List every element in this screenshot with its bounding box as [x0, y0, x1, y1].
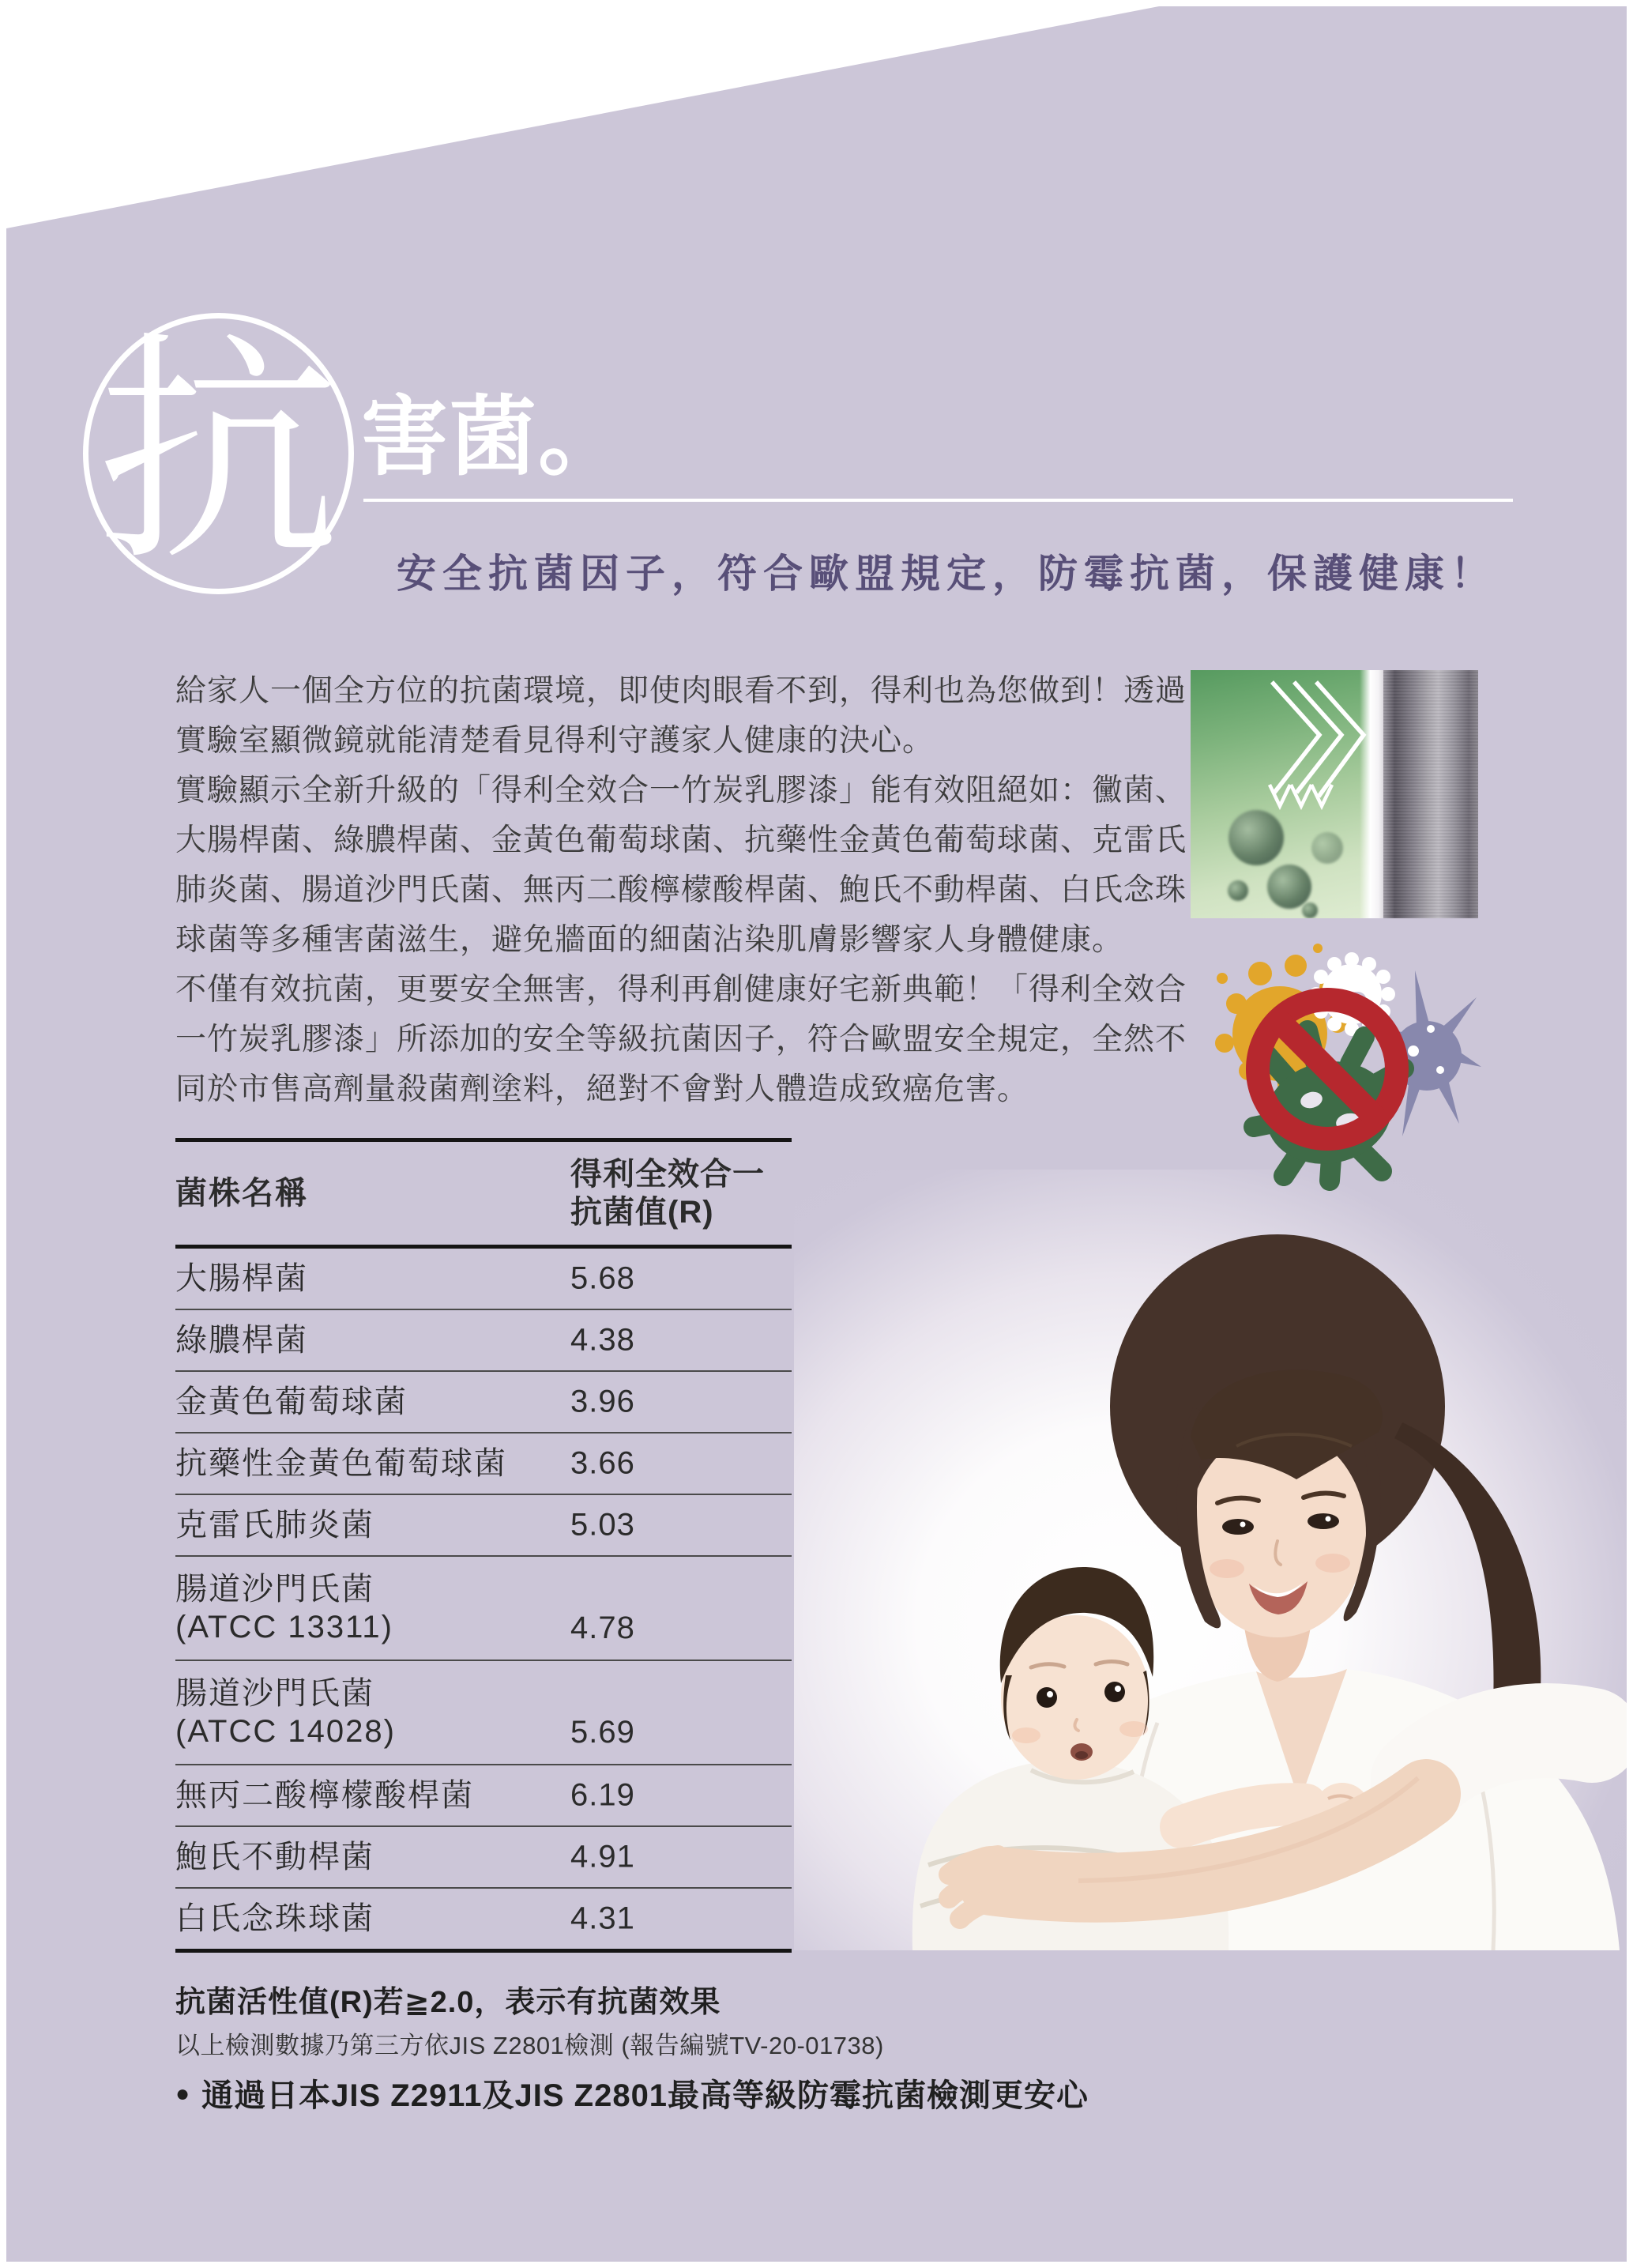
table-row: 抗藥性金黃色葡萄球菌 3.66 — [175, 1445, 635, 1481]
intro-line: 給家人一個全方位的抗菌環境，即使肉眼看不到，得利也為您做到！透過 — [175, 674, 1187, 708]
page-subtitle: 安全抗菌因子，符合歐盟規定，防霉抗菌，保護健康！ — [397, 552, 1496, 596]
table-row: 綠膿桿菌 4.38 — [175, 1322, 635, 1358]
bullet-icon: ● — [175, 2081, 191, 2107]
logo-character: 抗 — [96, 317, 341, 589]
intro-paragraph — [175, 666, 1195, 1114]
intro-line: 一竹炭乳膠漆」所添加的安全等級抗菌因子，符合歐盟安全規定，全然不 — [175, 1023, 1187, 1057]
intro-line: 肺炎菌、腸道沙門氏菌、無丙二酸檸檬酸桿菌、鮑氏不動桿菌、白氏念珠 — [175, 873, 1187, 907]
antibacterial-table — [175, 1138, 792, 1953]
table-row: 大腸桿菌 5.68 — [175, 1260, 635, 1296]
intro-line: 不僅有效抗菌，更要安全無害，得利再創健康好宅新典範！「得利全效合 — [175, 973, 1187, 1007]
headline-text: 害菌。 — [361, 389, 626, 486]
intro-line: 同於市售高劑量殺菌劑塗料，絕對不會對人體造成致癌危害。 — [175, 1072, 1029, 1106]
table-row: 克雷氏肺炎菌 5.03 — [175, 1507, 635, 1543]
intro-line: 球菌等多種害菌滋生，避免牆面的細菌沾染肌膚影響家人身體健康。 — [175, 923, 1124, 957]
paint-barrier-image — [1191, 670, 1478, 918]
no-bacteria-icon — [1205, 932, 1481, 1193]
footnote-certification: ● 通過日本JIS Z2911及JIS Z2801最高等級防霉抗菌檢測更安心 — [175, 2078, 1089, 2113]
column-header-value: 得利全效合一 抗菌值(R) — [570, 1157, 765, 1230]
footnote-threshold: 抗菌活性值(R)若≧2.0，表示有抗菌效果 — [175, 1986, 721, 2019]
intro-line: 實驗室顯微鏡就能清楚看見得利守護家人健康的決心。 — [175, 724, 935, 758]
intro-line: 實驗顯示全新升級的「得利全效合一竹炭乳膠漆」能有效阻絕如：黴菌、 — [175, 774, 1187, 808]
table-row: 腸道沙門氏菌 (ATCC 14028) 5.69 — [175, 1676, 635, 1750]
table-rule-bottom — [175, 1949, 792, 1953]
table-header — [175, 1142, 792, 1245]
footnote-report: 以上檢測數據乃第三方依JIS Z2801檢測 (報告編號TV-20-01738) — [175, 2032, 884, 2059]
table-row: 鮑氏不動桿菌 4.91 — [175, 1839, 635, 1874]
table-row: 金黃色葡萄球菌 3.96 — [175, 1384, 635, 1419]
table-row: 腸道沙門氏菌 (ATCC 13311) 4.78 — [175, 1572, 635, 1645]
table-row: 無丙二酸檸檬酸桿菌 6.19 — [175, 1777, 635, 1813]
intro-line: 大腸桿菌、綠膿桿菌、金黃色葡萄球菌、抗藥性金黃色葡萄球菌、克雷氏 — [175, 823, 1187, 857]
column-header-strain: 菌株名稱 — [175, 1176, 308, 1211]
mother-and-baby-photo — [794, 1170, 1627, 1950]
headline-underline — [363, 499, 1513, 502]
chevron-arrows-icon — [1191, 670, 1478, 918]
table-row: 白氏念珠球菌 4.31 — [175, 1901, 635, 1936]
